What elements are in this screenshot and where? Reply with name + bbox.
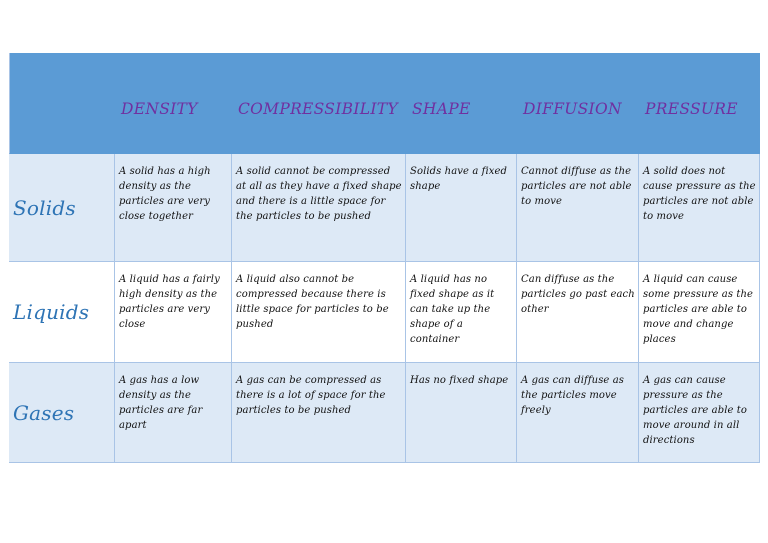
table-cell xyxy=(232,363,406,463)
table-cell xyxy=(406,363,517,463)
row-label-text: Solids xyxy=(13,195,76,220)
table-cell xyxy=(639,262,760,363)
header-density-label: DENSITY xyxy=(121,100,198,118)
header-diffusion xyxy=(517,53,639,154)
cell-text: A liquid can cause some pressure as the particles are able to move and change places xyxy=(643,274,754,345)
table-cell xyxy=(406,262,517,363)
row-label-text: Gases xyxy=(13,400,75,425)
cell-text: Cannot diffuse as the particles are not able to move xyxy=(521,166,632,207)
cell-text: A liquid has no fixed shape as it can take up the shape of a container xyxy=(410,274,495,345)
row-label-gases xyxy=(9,363,115,463)
cell-text: A solid cannot be compressed at all as they have a fixed shape and there is a little space for the particles to be pushed xyxy=(236,166,402,222)
cell-text: A gas can be compressed as there is a lot of space for the particles to be pushed xyxy=(236,375,386,416)
header-shape xyxy=(406,53,517,154)
table-cell xyxy=(115,154,232,262)
row-label-liquids xyxy=(9,262,115,363)
cell-text: Solids have a fixed shape xyxy=(410,166,508,192)
row-label-solids xyxy=(9,154,115,262)
table-cell xyxy=(639,363,760,463)
table-cell xyxy=(406,154,517,262)
cell-text: A liquid has a fairly high density as the particles are very close xyxy=(119,274,220,330)
cell-text: A gas has a low density as the particles are far apart xyxy=(119,375,203,431)
table-cell xyxy=(517,262,639,363)
cell-text: A solid does not cause pressure as the particles are not able to move xyxy=(643,166,756,222)
table-cell xyxy=(232,154,406,262)
header-diffusion-label: DIFFUSION xyxy=(523,100,622,118)
cell-text: A gas can diffuse as the particles move freely xyxy=(521,375,625,416)
row-label-text: Liquids xyxy=(13,300,90,324)
header-pressure xyxy=(639,53,760,154)
cell-text: Can diffuse as the particles go past each other xyxy=(521,274,635,315)
table-cell xyxy=(115,262,232,363)
header-density xyxy=(115,53,232,154)
cell-text: A liquid also cannot be compressed because there is little space for particles to be pushed xyxy=(236,274,389,330)
table-cell xyxy=(517,363,639,463)
table-cell xyxy=(517,154,639,262)
states-of-matter-table xyxy=(9,53,760,463)
cell-text: Has no fixed shape xyxy=(410,375,509,386)
cell-text: A solid has a high density as the particles are very close together xyxy=(119,166,211,222)
table-cell xyxy=(232,262,406,363)
header-pressure-label: PRESSURE xyxy=(645,100,738,118)
cell-text: A gas can cause pressure as the particles are able to move around in all directions xyxy=(643,375,748,446)
header-shape-label: SHAPE xyxy=(412,100,471,118)
table-cell xyxy=(115,363,232,463)
table-cell xyxy=(639,154,760,262)
header-corner xyxy=(9,53,115,154)
header-compressibility xyxy=(232,53,406,154)
header-compressibility-label: COMPRESSIBILITY xyxy=(238,100,398,118)
